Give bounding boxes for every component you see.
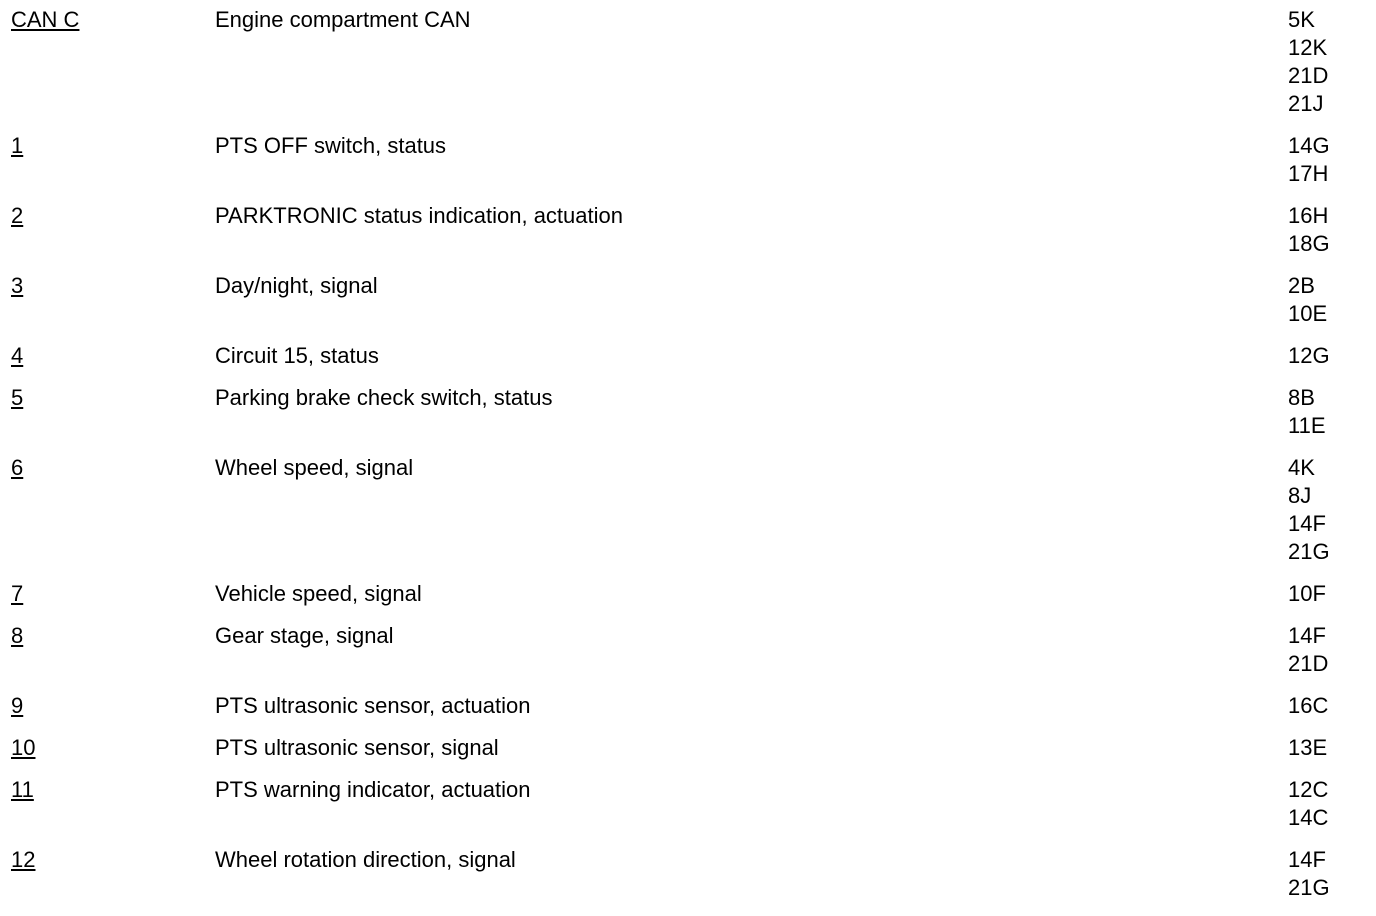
legend-row — [11, 342, 1371, 370]
grid-reference-list — [1288, 342, 1330, 370]
grid-reference: 8J — [1288, 483, 1312, 508]
legend-key-link[interactable]: 12 — [11, 847, 36, 872]
grid-reference: 4K — [1288, 455, 1315, 480]
grid-reference-list — [1288, 580, 1326, 608]
legend-key-link[interactable]: 2 — [11, 203, 24, 228]
grid-reference: 13E — [1288, 735, 1328, 760]
legend-row — [11, 734, 1371, 762]
grid-reference: 2B — [1288, 273, 1315, 298]
grid-reference: 21D — [1288, 651, 1329, 676]
grid-reference: 14F — [1288, 511, 1326, 536]
legend-key-link[interactable]: 4 — [11, 343, 24, 368]
legend-row — [11, 692, 1371, 720]
legend-description: Parking brake check switch, status — [215, 385, 553, 410]
grid-reference-list — [1288, 622, 1328, 678]
legend-key-link[interactable]: 7 — [11, 581, 24, 606]
legend-description: Wheel rotation direction, signal — [215, 847, 516, 872]
grid-reference-list — [1288, 6, 1328, 118]
legend-key-link[interactable]: 11 — [11, 777, 34, 802]
grid-reference-list — [1288, 692, 1328, 720]
grid-reference: 17H — [1288, 161, 1329, 186]
grid-reference: 18G — [1288, 231, 1330, 256]
grid-reference-list — [1288, 846, 1330, 902]
legend-key-link[interactable]: 5 — [11, 385, 24, 410]
grid-reference: 11E — [1288, 413, 1326, 438]
grid-reference: 10F — [1288, 581, 1326, 606]
grid-reference: 14G — [1288, 133, 1330, 158]
signal-legend-table — [11, 6, 1371, 916]
legend-key-link[interactable]: CAN C — [11, 7, 80, 32]
grid-reference: 16H — [1288, 203, 1329, 228]
grid-reference: 5K — [1288, 7, 1315, 32]
legend-row — [11, 580, 1371, 608]
grid-reference-list — [1288, 132, 1330, 188]
grid-reference-list — [1288, 734, 1327, 762]
grid-reference: 12G — [1288, 343, 1330, 368]
grid-reference: 14F — [1288, 847, 1326, 872]
legend-description: PTS ultrasonic sensor, actuation — [215, 693, 531, 718]
grid-reference: 10E — [1288, 301, 1328, 326]
legend-row — [11, 132, 1371, 188]
legend-description: Wheel speed, signal — [215, 455, 414, 480]
grid-reference-list — [1288, 384, 1326, 440]
legend-description: PTS warning indicator, actuation — [215, 777, 531, 802]
legend-description: PTS OFF switch, status — [215, 133, 447, 158]
legend-description: Engine compartment CAN — [215, 7, 471, 32]
grid-reference: 16C — [1288, 693, 1329, 718]
grid-reference: 21J — [1288, 91, 1324, 116]
legend-key-link[interactable]: 1 — [11, 133, 24, 158]
legend-row — [11, 622, 1371, 678]
grid-reference: 14F — [1288, 623, 1326, 648]
legend-key-link[interactable]: 6 — [11, 455, 24, 480]
grid-reference: 21G — [1288, 875, 1330, 900]
legend-key-link[interactable]: 9 — [11, 693, 24, 718]
legend-description: Gear stage, signal — [215, 623, 394, 648]
grid-reference: 8B — [1288, 385, 1315, 410]
legend-row — [11, 6, 1371, 118]
legend-description: PTS ultrasonic sensor, signal — [215, 735, 499, 760]
grid-reference: 21D — [1288, 63, 1329, 88]
grid-reference-list — [1288, 454, 1330, 566]
legend-description: Day/night, signal — [215, 273, 378, 298]
grid-reference-list — [1288, 776, 1328, 832]
legend-row — [11, 202, 1371, 258]
legend-key-link[interactable]: 10 — [11, 735, 36, 760]
grid-reference: 12K — [1288, 35, 1328, 60]
legend-row — [11, 454, 1371, 566]
legend-row — [11, 272, 1371, 328]
grid-reference: 12C — [1288, 777, 1329, 802]
legend-description: PARKTRONIC status indication, actuation — [215, 203, 623, 228]
legend-key-link[interactable]: 3 — [11, 273, 24, 298]
grid-reference-list — [1288, 202, 1330, 258]
grid-reference: 21G — [1288, 539, 1330, 564]
legend-row — [11, 846, 1371, 902]
legend-key-link[interactable]: 8 — [11, 623, 24, 648]
grid-reference: 14C — [1288, 805, 1329, 830]
legend-description: Circuit 15, status — [215, 343, 379, 368]
legend-description: Vehicle speed, signal — [215, 581, 422, 606]
legend-row — [11, 384, 1371, 440]
legend-row — [11, 776, 1371, 832]
grid-reference-list — [1288, 272, 1327, 328]
